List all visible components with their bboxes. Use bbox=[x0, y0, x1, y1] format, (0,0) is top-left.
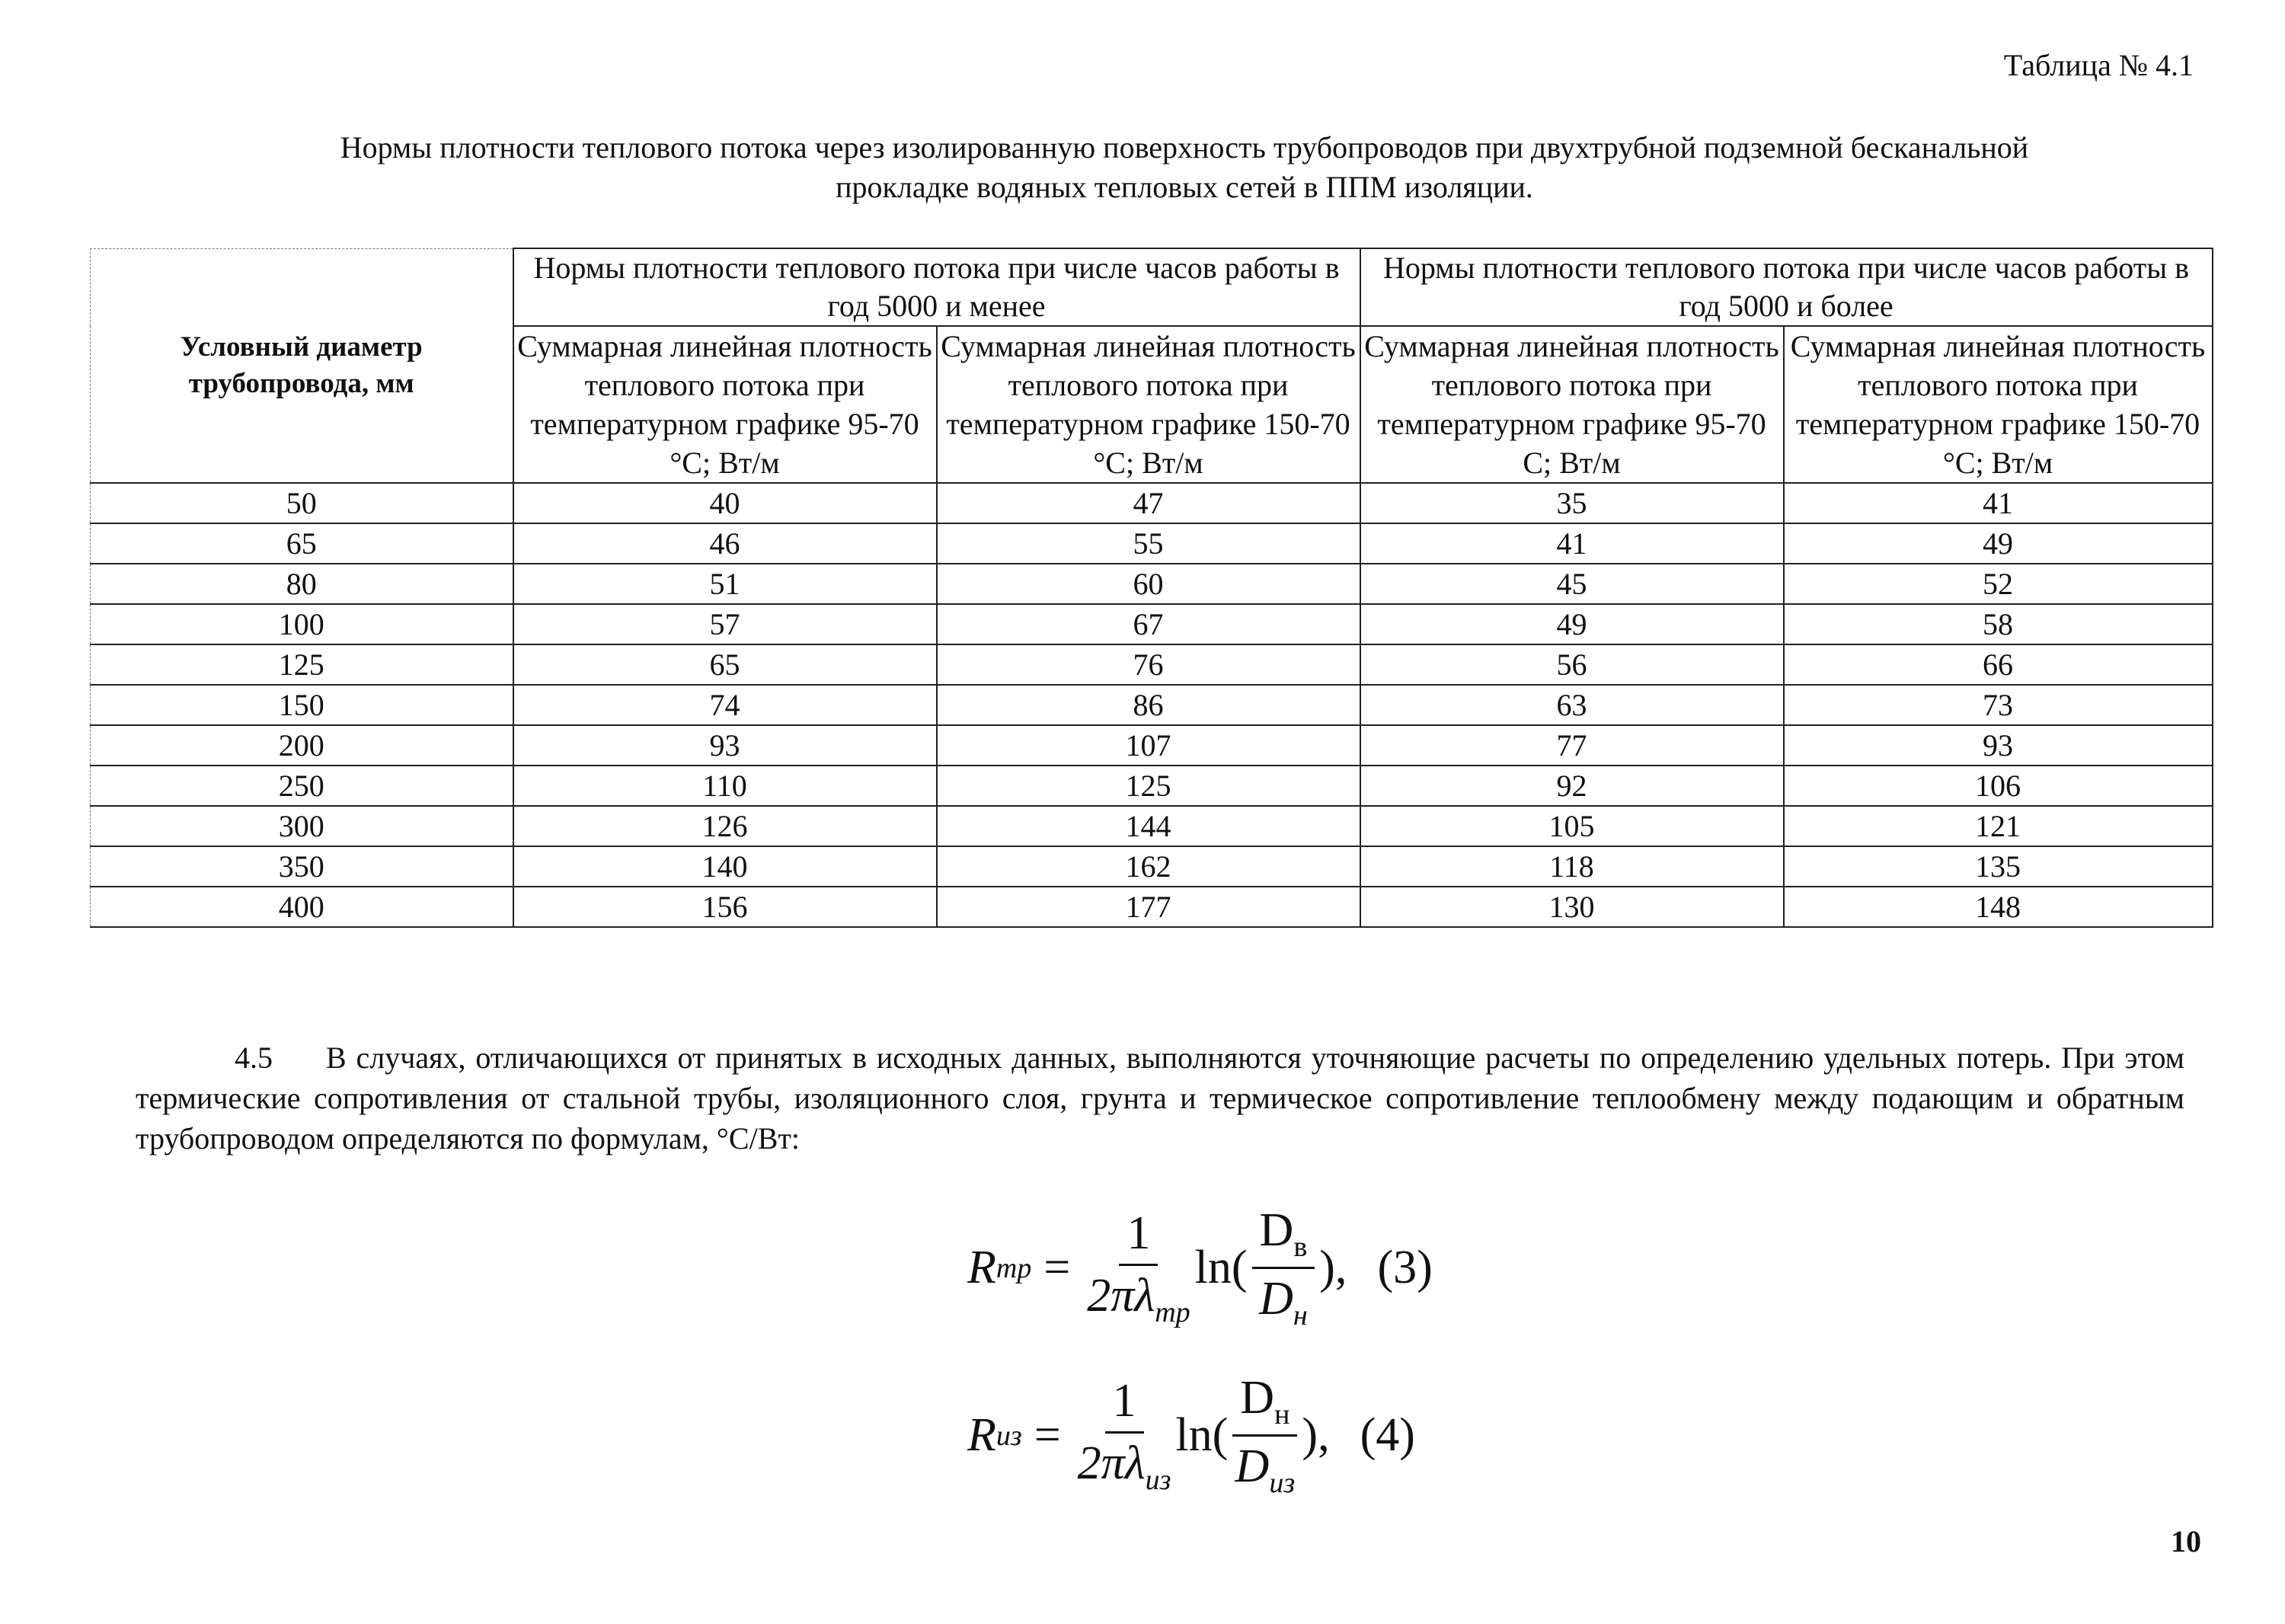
formula-3-denominator: 2πλ bbox=[1087, 1270, 1155, 1322]
formula-3-inner-den: D bbox=[1259, 1273, 1293, 1325]
value-cell: 93 bbox=[1784, 725, 2213, 766]
value-cell: 118 bbox=[1360, 846, 1784, 887]
value-cell: 45 bbox=[1360, 564, 1784, 604]
table-body bbox=[91, 483, 2213, 927]
value-cell: 177 bbox=[937, 887, 1360, 927]
formula-4-denominator-sub: из bbox=[1145, 1464, 1171, 1496]
value-cell: 56 bbox=[1360, 644, 1784, 685]
value-cell: 49 bbox=[1360, 604, 1784, 644]
value-cell: 156 bbox=[513, 887, 937, 927]
paragraph-text: В случаях, отличающихся от принятых в исходных данных, выполняются уточняющие расчеты по определению удельных потерь. При этом термические сопротивления от стальной трубы, изоляционного слоя, грунта и термическое сопротивление теплообмену между подающим и обратным трубопроводом определяются по формулам, °С/Вт: bbox=[136, 1041, 2184, 1156]
formula-3-inner-num-sub: в bbox=[1293, 1231, 1308, 1263]
diameter-cell: 200 bbox=[91, 725, 513, 766]
group-header-5000-less: Нормы плотности теплового потока при числе часов работы в год 5000 и менее bbox=[513, 248, 1360, 326]
row-header-diameter: Условный диаметр трубопровода, мм bbox=[91, 248, 513, 483]
table-row bbox=[91, 887, 2213, 927]
formula-3-label: (3) bbox=[1377, 1242, 1433, 1293]
formula-3-lhs-sub: тр bbox=[995, 1252, 1032, 1284]
value-cell: 41 bbox=[1784, 483, 2213, 523]
value-cell: 140 bbox=[513, 846, 937, 887]
value-cell: 49 bbox=[1784, 523, 2213, 564]
value-cell: 93 bbox=[513, 725, 937, 766]
formula-4-denominator: 2πλ bbox=[1077, 1437, 1146, 1489]
diameter-cell: 80 bbox=[91, 564, 513, 604]
col-header-95-70-more: Суммарная линейная плотность теплового потока при температурном графике 95-70 С; Вт/м bbox=[1360, 326, 1784, 483]
paragraph-4-5 bbox=[136, 1037, 2184, 1159]
formula-4-ln: ln( bbox=[1175, 1409, 1229, 1461]
value-cell: 135 bbox=[1784, 846, 2213, 887]
diameter-cell: 250 bbox=[91, 766, 513, 806]
value-cell: 92 bbox=[1360, 766, 1784, 806]
formula-4-eq: = bbox=[1034, 1409, 1061, 1461]
col-header-150-70-less: Суммарная линейная плотность теплового потока при температурном графике 150-70 °С; Вт/м bbox=[937, 326, 1360, 483]
table-row bbox=[91, 766, 2213, 806]
formula-4 bbox=[967, 1371, 1415, 1500]
value-cell: 35 bbox=[1360, 483, 1784, 523]
diameter-cell: 350 bbox=[91, 846, 513, 887]
formula-4-close: ), bbox=[1302, 1409, 1330, 1461]
formula-3-lhs: R bbox=[967, 1242, 996, 1293]
formula-3-numerator: 1 bbox=[1119, 1207, 1158, 1266]
heat-flux-norms-table bbox=[90, 248, 2213, 928]
value-cell: 41 bbox=[1360, 523, 1784, 564]
value-cell: 40 bbox=[513, 483, 937, 523]
group-header-5000-more: Нормы плотности теплового потока при числе часов работы в год 5000 и более bbox=[1360, 248, 2213, 326]
table-row bbox=[91, 483, 2213, 523]
value-cell: 125 bbox=[937, 766, 1360, 806]
value-cell: 121 bbox=[1784, 806, 2213, 846]
page-number: 10 bbox=[2171, 1524, 2201, 1558]
table-row bbox=[91, 846, 2213, 887]
value-cell: 65 bbox=[513, 644, 937, 685]
diameter-cell: 100 bbox=[91, 604, 513, 644]
col-header-95-70-less: Суммарная линейная плотность теплового потока при температурном графике 95-70 °С; Вт/м bbox=[513, 326, 937, 483]
table-label: Таблица № 4.1 bbox=[2003, 48, 2194, 82]
value-cell: 105 bbox=[1360, 806, 1784, 846]
value-cell: 107 bbox=[937, 725, 1360, 766]
caption-line-2: прокладке водяных тепловых сетей в ППМ изоляции. bbox=[836, 170, 1533, 204]
formula-4-numerator: 1 bbox=[1105, 1374, 1144, 1434]
formula-4-inner-num: D bbox=[1240, 1372, 1275, 1424]
table-row bbox=[91, 564, 2213, 604]
diameter-cell: 50 bbox=[91, 483, 513, 523]
value-cell: 77 bbox=[1360, 725, 1784, 766]
value-cell: 130 bbox=[1360, 887, 1784, 927]
table-caption bbox=[206, 128, 2163, 207]
diameter-cell: 65 bbox=[91, 523, 513, 564]
formula-4-label: (4) bbox=[1360, 1409, 1415, 1461]
value-cell: 144 bbox=[937, 806, 1360, 846]
caption-line-1: Нормы плотности теплового потока через изолированную поверхность трубопроводов при двухтрубной подземной бесканальной bbox=[340, 130, 2029, 165]
formula-3-ln: ln( bbox=[1194, 1242, 1248, 1293]
value-cell: 74 bbox=[513, 685, 937, 725]
paragraph-number: 4.5 bbox=[235, 1041, 273, 1075]
value-cell: 47 bbox=[937, 483, 1360, 523]
value-cell: 76 bbox=[937, 644, 1360, 685]
formula-3-inner-num: D bbox=[1259, 1204, 1294, 1256]
value-cell: 63 bbox=[1360, 685, 1784, 725]
diameter-cell: 150 bbox=[91, 685, 513, 725]
formula-4-inner-fraction bbox=[1232, 1371, 1297, 1500]
diameter-cell: 125 bbox=[91, 644, 513, 685]
formula-4-fraction bbox=[1078, 1374, 1171, 1497]
table-row bbox=[91, 806, 2213, 846]
value-cell: 60 bbox=[937, 564, 1360, 604]
value-cell: 67 bbox=[937, 604, 1360, 644]
table-row bbox=[91, 644, 2213, 685]
value-cell: 57 bbox=[513, 604, 937, 644]
formula-4-lhs-sub: из bbox=[995, 1419, 1022, 1452]
table-row bbox=[91, 523, 2213, 564]
formula-3-fraction bbox=[1087, 1207, 1190, 1329]
formula-4-inner-den: D bbox=[1235, 1440, 1270, 1492]
diameter-cell: 400 bbox=[91, 887, 513, 927]
formula-3-close: ), bbox=[1319, 1242, 1347, 1293]
value-cell: 58 bbox=[1784, 604, 2213, 644]
value-cell: 106 bbox=[1784, 766, 2213, 806]
formula-4-inner-den-sub: из bbox=[1269, 1467, 1296, 1499]
formula-3-eq: = bbox=[1043, 1242, 1071, 1293]
value-cell: 55 bbox=[937, 523, 1360, 564]
col-header-150-70-more: Суммарная линейная плотность теплового потока при температурном графике 150-70 °С; Вт/м bbox=[1784, 326, 2213, 483]
value-cell: 73 bbox=[1784, 685, 2213, 725]
table-row bbox=[91, 725, 2213, 766]
value-cell: 86 bbox=[937, 685, 1360, 725]
formula-4-inner-num-sub: н bbox=[1274, 1399, 1290, 1431]
diameter-cell: 300 bbox=[91, 806, 513, 846]
value-cell: 66 bbox=[1784, 644, 2213, 685]
formula-4-lhs: R bbox=[967, 1409, 996, 1461]
formula-3-inner-fraction bbox=[1252, 1204, 1315, 1332]
formula-3-inner-den-sub: н bbox=[1293, 1300, 1308, 1331]
value-cell: 52 bbox=[1784, 564, 2213, 604]
value-cell: 110 bbox=[513, 766, 937, 806]
table-row bbox=[91, 685, 2213, 725]
table-row bbox=[91, 604, 2213, 644]
value-cell: 126 bbox=[513, 806, 937, 846]
formula-3 bbox=[967, 1204, 1433, 1332]
value-cell: 162 bbox=[937, 846, 1360, 887]
value-cell: 46 bbox=[513, 523, 937, 564]
value-cell: 148 bbox=[1784, 887, 2213, 927]
value-cell: 51 bbox=[513, 564, 937, 604]
formula-3-denominator-sub: тр bbox=[1155, 1296, 1190, 1328]
